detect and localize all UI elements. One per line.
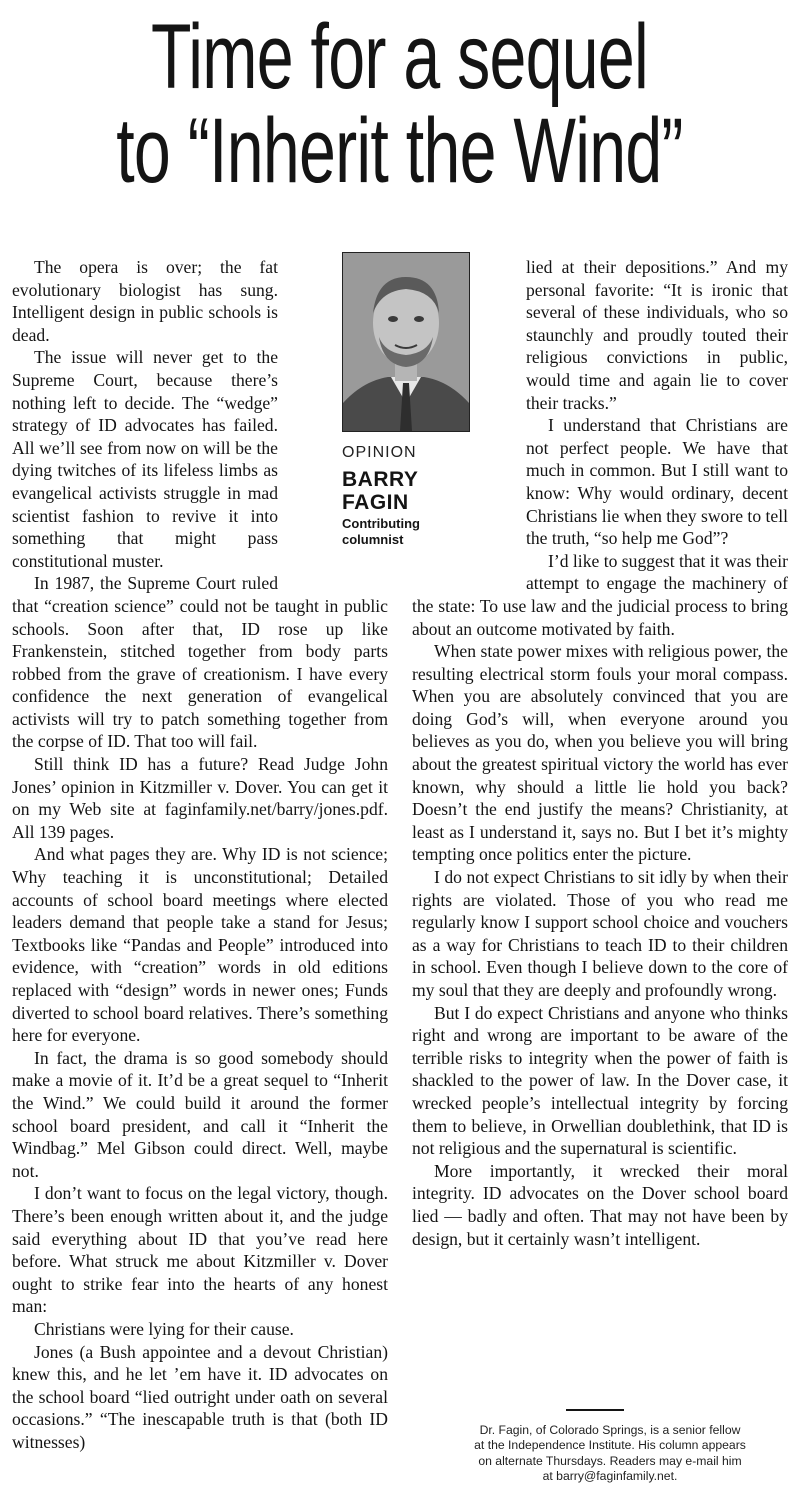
headline bbox=[0, 6, 799, 202]
divider bbox=[566, 1409, 624, 1411]
author-role bbox=[342, 516, 478, 548]
byline bbox=[342, 252, 478, 548]
paragraph: I’d like to suggest that it was their attempt to engage the machinery of the state: To use law and the judicial process to bring about an outcome motivated by faith. bbox=[412, 550, 788, 639]
paragraph-continued: lied at their depositions.” And my personal favorite: “It is ironic that several of these individuals, who so staunchly and proudly touted their religious convictions in public, would time and again lie to cover their tracks.” bbox=[526, 257, 788, 413]
tagline-line: at barry@faginfamily.net. bbox=[542, 1469, 678, 1484]
author-role-line: Contributing bbox=[342, 516, 420, 531]
headline-line-1: Time for a sequel bbox=[150, 6, 649, 108]
left-column bbox=[12, 256, 388, 1453]
author-tagline bbox=[430, 1423, 790, 1485]
paragraph: I do not expect Christians to sit idly by when their rights are violated. Those of you who read me regularly know I support school choice and vouchers as a way for Christians to teach ID to their children in school. Even though I believe down to the core of my soul that they are deeply and profoundly wrong. bbox=[412, 867, 788, 1000]
author-last-name: FAGIN bbox=[342, 491, 409, 514]
paragraph: And what pages they are. Why ID is not science; Why teaching it is unconstitutional; Detailed accounts of school board meetings where elected leaders demand that people take a stand for Jesus; Textbooks like “Pandas and People” introduced into evidence, with “creation” words in old editions replaced with “design” words in newer ones; Funds diverted to school board relatives. There’s something here for everyone. bbox=[12, 844, 388, 1046]
paragraph: The issue will never get to the Supreme Court, because there’s nothing left to decide. The “wedge” strategy of ID advocates has failed. All we’ll see from now on will be the dying twitches of its lifeless limbs as evangelical activists struggle in mad scientist fashion to revive it into something that might pass constitutional muster. bbox=[12, 347, 278, 571]
paragraph: I understand that Christians are not perfect people. We have that much in common. But I still want to know: Why would ordinary, decent Christians lie when they swore to tell the truth, “so help me God”? bbox=[526, 415, 788, 549]
tagline-line: on alternate Thursdays. Readers may e-mail him bbox=[478, 1453, 742, 1468]
paragraph: But I do expect Christians and anyone who thinks right and wrong are important to be aware of the terrible risks to integrity when the power of faith is shackled to the power of law. In the Dover case, it wrecked people’s intellectual integrity by forcing them to believe, in Orwellian doublethink, that ID is not religious and the supernatural is scientific. bbox=[412, 1002, 788, 1159]
paragraph: More importantly, it wrecked their moral integrity. ID advocates on the Dover school board lied — badly and often. That may not have been by design, but it certainly wasn’t intelligent. bbox=[412, 1160, 788, 1249]
author-photo bbox=[342, 252, 470, 432]
paragraph: The opera is over; the fat evolutionary biologist has sung. Intelligent design in public schools is dead. bbox=[12, 257, 278, 345]
tagline-line: at the Independence Institute. His column appears bbox=[474, 1438, 746, 1453]
paragraph: Christians were lying for their cause. bbox=[34, 1318, 294, 1339]
paragraph: In 1987, the Supreme Court ruled that “creation science” could not be taught in public schools. Soon after that, ID rose up like Frankenstein, stitched together from body parts robbed from the grave of creationism. I have every confidence the next generation of evangelical activists will try to patch something together from the corpse of ID. That too will fail. bbox=[12, 573, 388, 752]
paragraph: Jones (a Bush appointee and a devout Christian) knew this, and he let ’em have it. ID advocates on the school board “lied outright under oath on several occasions.” “The inescapable truth is that (both ID witnesses) bbox=[12, 1341, 388, 1452]
author-first-name: BARRY bbox=[342, 468, 419, 491]
paragraph: When state power mixes with religious power, the resulting electrical storm fouls your moral compass. When you are absolutely convinced that you are doing God’s will, when everyone around you believes as you do, when you believe you will bring about the greatest spiritual victory the world has ever known, why should a little lie hold you back? Doesn’t the end justify the means? Christianity, at least as I understand it, says no. But I bet it’s mighty tempting once politics enter the picture. bbox=[412, 641, 788, 865]
section-kicker: OPINION bbox=[342, 444, 417, 461]
headline-line-2: to “Inherit the Wind” bbox=[116, 100, 683, 202]
tagline-line: Dr. Fagin, of Colorado Springs, is a senior fellow bbox=[479, 1423, 741, 1437]
paragraph: In fact, the drama is so good somebody should make a movie of it. It’d be a great sequel to “Inherit the Wind.” We could build it around the former school board president, and call it “Inherit the Windbag.” Mel Gibson could direct. Well, maybe not. bbox=[12, 1047, 388, 1181]
paragraph: Still think ID has a future? Read Judge John Jones’ opinion in Kitzmiller v. Dover. You can get it on my Web site at faginfamily.net/barry/jones.pdf. All 139 pages. bbox=[12, 754, 388, 842]
paragraph: I don’t want to focus on the legal victory, though. There’s been enough written about it, and the judge said everything about ID that you’ve read here before. What struck me about Kitzmiller v. Dover ought to strike fear into the hearts of any honest man: bbox=[12, 1183, 388, 1317]
author-name bbox=[342, 468, 478, 514]
author-role-line: columnist bbox=[342, 532, 404, 547]
